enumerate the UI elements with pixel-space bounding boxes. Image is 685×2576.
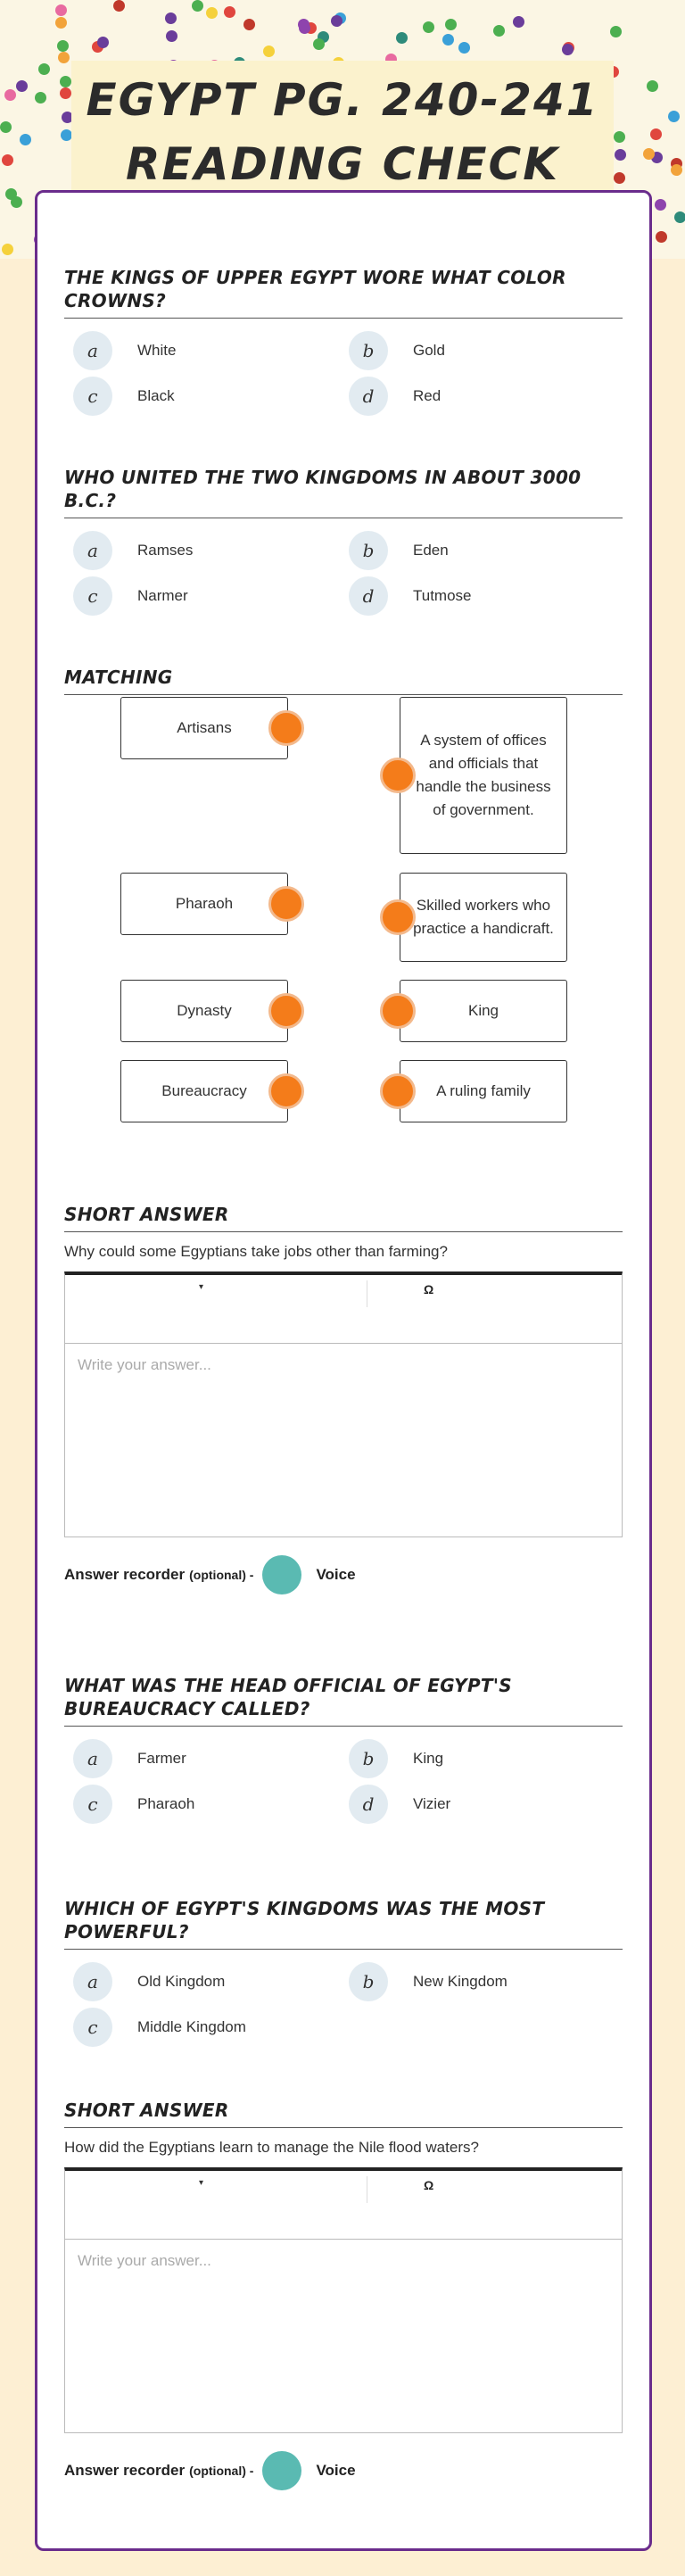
editor-toolbar [65,1275,622,1344]
option-b[interactable] [340,1739,607,1778]
voice-label: Voice [316,1566,356,1583]
option-text: Old Kingdom [137,1973,226,1990]
option-d[interactable] [340,576,607,616]
match-left-connector[interactable] [268,1073,304,1109]
option-letter: a [73,1739,112,1778]
question-title: WHAT WAS THE HEAD OFFICIAL OF EGYPT'S BUREAUCRACY CALLED? [64,1674,623,1727]
editor-toolbar [65,2171,622,2240]
special-characters-icon[interactable]: Ω [424,2178,434,2192]
answer-recorder [64,1555,623,1594]
option-c[interactable] [64,1785,332,1824]
answer-input[interactable]: Write your answer... [78,1356,211,1373]
confetti-dot [671,164,682,176]
confetti-dot [396,32,408,44]
worksheet-card [35,190,652,2551]
match-right-item[interactable]: King [400,980,567,1042]
question-prompt: How did the Egyptians learn to manage the Nile flood waters? [64,2139,479,2156]
option-text: New Kingdom [413,1973,508,1990]
option-letter: a [73,531,112,570]
confetti-dot [165,12,177,24]
confetti-dot [20,134,31,145]
match-right-item[interactable]: A system of offices and officials that handle the business of government. [400,697,567,854]
question-3 [64,1674,623,1828]
option-a[interactable] [64,1962,332,2001]
confetti-dot [55,17,67,29]
confetti-dot [60,76,71,87]
format-dropdown-icon[interactable]: ▾ [199,1282,204,1292]
recorder-optional: (optional) - [189,2464,254,2478]
option-b[interactable] [340,531,607,570]
confetti-dot [674,211,685,223]
option-d[interactable] [340,1785,607,1824]
confetti-dot [192,0,203,12]
confetti-dot [313,38,325,50]
option-letter: d [349,1785,388,1824]
short-answer-1 [64,1203,623,1594]
option-text: Ramses [137,542,194,559]
answer-recorder [64,2451,623,2490]
confetti-dot [38,63,50,75]
option-text: Middle Kingdom [137,2018,246,2035]
option-letter: d [349,576,388,616]
answer-editor [64,1271,623,1537]
confetti-dot [224,6,235,18]
option-letter: c [73,1785,112,1824]
option-letter: d [349,377,388,416]
option-c[interactable] [64,2008,332,2047]
match-right-connector[interactable] [380,899,416,935]
confetti-dot [445,19,457,30]
option-text: White [137,342,177,359]
question-title: MATCHING [64,666,623,695]
match-right-item[interactable]: A ruling family [400,1060,567,1122]
confetti-dot [298,19,309,30]
option-letter: c [73,576,112,616]
confetti-dot [647,80,658,92]
confetti-dot [562,44,574,55]
confetti-dot [35,92,46,104]
question-2 [64,466,623,620]
option-text: Red [413,387,442,404]
confetti-dot [57,40,69,52]
confetti-dot [513,16,524,28]
short-answer-2 [64,2099,623,2490]
option-text: Eden [413,542,449,559]
format-dropdown-icon[interactable]: ▾ [199,2178,204,2188]
title-line-1: EGYPT PG. 240-241 [86,74,599,126]
match-right-connector[interactable] [380,993,416,1029]
confetti-dot [650,128,662,140]
question-title: THE KINGS OF UPPER EGYPT WORE WHAT COLOR CROWNS? [64,266,623,319]
option-c[interactable] [64,377,332,416]
match-right-item[interactable]: Skilled workers who practice a handicraft. [400,873,567,962]
question-title: SHORT ANSWER [64,1203,623,1232]
confetti-dot [58,52,70,63]
option-b[interactable] [340,1962,607,2001]
question-4 [64,1897,623,2051]
confetti-dot [442,34,454,46]
voice-label: Voice [316,2462,356,2479]
confetti-dot [4,89,16,101]
confetti-dot [263,46,275,57]
option-letter: b [349,331,388,370]
option-letter: b [349,1739,388,1778]
option-text: Black [137,387,175,404]
confetti-dot [615,149,626,161]
question-prompt: Why could some Egyptians take jobs other than farming? [64,1243,448,1260]
option-a[interactable] [64,331,332,370]
confetti-dot [113,0,125,12]
answer-editor [64,2167,623,2433]
match-right-connector[interactable] [380,1073,416,1109]
recorder-optional: (optional) - [189,1568,254,1582]
confetti-dot [2,244,13,255]
confetti-dot [655,199,666,211]
option-text: Farmer [137,1750,186,1767]
confetti-dot [60,87,71,99]
confetti-dot [668,111,680,122]
match-left-item[interactable]: Dynasty [120,980,288,1042]
option-letter: a [73,1962,112,2001]
question-title: WHO UNITED THE TWO KINGDOMS IN ABOUT 3000 B.C.? [64,466,623,518]
option-text: Tutmose [413,587,472,604]
confetti-dot [423,21,434,33]
confetti-dot [643,148,655,160]
confetti-dot [2,154,13,166]
matching-question [64,666,623,1147]
question-title: SHORT ANSWER [64,2099,623,2128]
confetti-dot [55,4,67,16]
option-text: Gold [413,342,445,359]
option-text: Pharaoh [137,1795,195,1812]
confetti-dot [610,26,622,37]
option-a[interactable] [64,531,332,570]
match-left-connector[interactable] [268,710,304,746]
match-right-connector[interactable] [380,758,416,793]
confetti-dot [206,7,218,19]
option-letter: b [349,531,388,570]
confetti-dot [656,231,667,243]
answer-input[interactable]: Write your answer... [78,2252,211,2269]
option-d[interactable] [340,377,607,416]
option-a[interactable] [64,1739,332,1778]
title-line-2: READING CHECK [126,138,559,190]
option-letter: c [73,2008,112,2047]
confetti-dot [243,19,255,30]
match-left-item[interactable]: Artisans [120,697,288,759]
option-c[interactable] [64,576,332,616]
recorder-label: Answer recorder [64,1566,186,1583]
option-b[interactable] [340,331,607,370]
option-text: Narmer [137,587,188,604]
confetti-dot [493,25,505,37]
match-left-item[interactable]: Bureaucracy [120,1060,288,1122]
confetti-dot [331,15,342,27]
option-text: King [413,1750,444,1767]
confetti-dot [614,172,625,184]
special-characters-icon[interactable]: Ω [424,1282,434,1296]
confetti-dot [0,121,12,133]
match-left-connector[interactable] [268,993,304,1029]
confetti-dot [16,80,28,92]
option-letter: a [73,331,112,370]
voice-record-button[interactable] [262,1555,301,1594]
question-1 [64,266,623,420]
page-title [71,61,614,203]
option-letter: c [73,377,112,416]
voice-record-button[interactable] [262,2451,301,2490]
confetti-dot [97,37,109,48]
match-left-connector[interactable] [268,886,304,922]
match-left-item[interactable]: Pharaoh [120,873,288,935]
question-title: WHICH OF EGYPT'S KINGDOMS WAS THE MOST POWERFUL? [64,1897,623,1950]
confetti-dot [11,196,22,208]
option-text: Vizier [413,1795,451,1812]
confetti-dot [614,131,625,143]
confetti-dot [166,30,177,42]
option-letter: b [349,1962,388,2001]
recorder-label: Answer recorder [64,2462,186,2479]
confetti-dot [458,42,470,54]
